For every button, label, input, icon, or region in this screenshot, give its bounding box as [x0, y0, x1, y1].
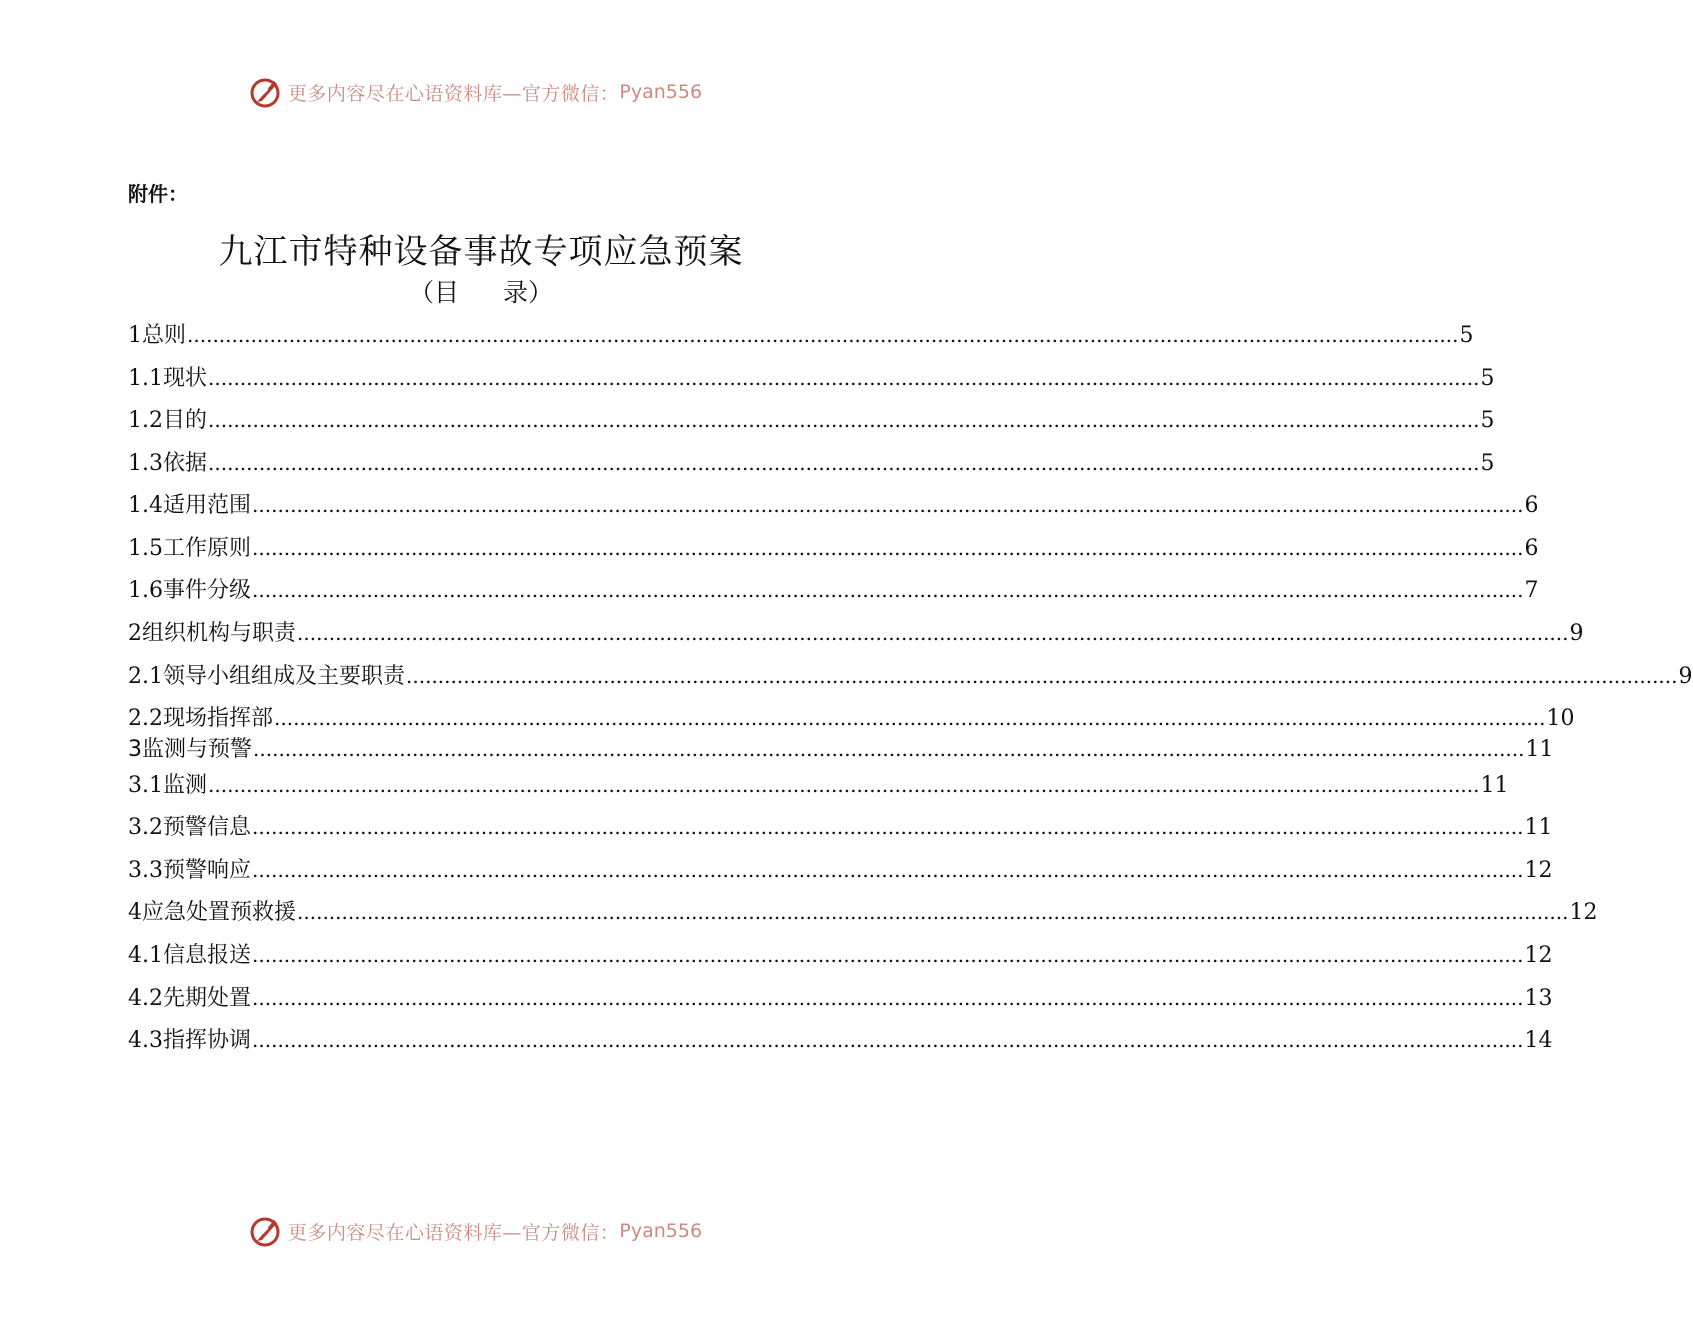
toc-leader-dots: ........................................................................................................................................................................................................ [208, 451, 1480, 475]
toc-leader-dots: ........................................................................................................................................................................................................ [208, 366, 1480, 390]
toc-leader-dots: ........................................................................................................................................................................................................ [297, 900, 1569, 924]
toc-leader-dots: ........................................................................................................................................................................................................ [253, 737, 1525, 761]
toc-entry[interactable] [128, 318, 1474, 348]
toc-entry-page: 6 [1524, 536, 1539, 561]
toc-entry-number: 4.1 [128, 943, 163, 968]
toc-entry-number: 3.2 [128, 815, 163, 840]
toc-entry-number: 1.3 [128, 451, 163, 476]
toc-entry-page: 5 [1480, 451, 1495, 476]
toc-entry-number: 4 [128, 900, 142, 925]
toc-entry[interactable] [128, 403, 1495, 433]
toc-entry-page: 6 [1524, 493, 1539, 518]
toc-entry-number: 1.4 [128, 493, 163, 518]
toc-entry-page: 12 [1569, 900, 1598, 925]
toc-entry[interactable] [128, 1023, 1553, 1053]
toc-entry-page: 9 [1569, 621, 1584, 646]
toc-leader-dots: ........................................................................................................................................................................................................ [274, 706, 1546, 730]
toc-entry-page: 10 [1546, 706, 1575, 731]
toc-entry-label: 适用范围 [163, 493, 252, 518]
toc-leader-dots: ........................................................................................................................................................................................................ [208, 408, 1480, 432]
toc-leader-dots: ........................................................................................................................................................................................................ [208, 773, 1480, 797]
toc-entry-page: 11 [1525, 737, 1554, 762]
toc-leader-dots: ........................................................................................................................................................................................................ [297, 621, 1569, 645]
toc-entry-label: 先期处置 [163, 986, 252, 1011]
toc-entry[interactable] [128, 810, 1553, 840]
toc-entry[interactable] [128, 531, 1539, 561]
toc-leader-dots: ........................................................................................................................................................................................................ [252, 986, 1524, 1010]
document-title: 九江市特种设备事故专项应急预案 [218, 232, 744, 272]
toc-entry-number: 1.1 [128, 366, 163, 391]
toc-entry-page: 12 [1524, 943, 1553, 968]
toc-entry-number: 4.2 [128, 986, 163, 1011]
watermark-id: Pyan556 [619, 1220, 703, 1242]
toc-heading-left: （目 [408, 278, 459, 307]
toc-entry-number: 1.6 [128, 578, 163, 603]
toc-leader-dots: ........................................................................................................................................................................................................ [252, 815, 1524, 839]
toc-heading-right: 录） [503, 278, 554, 307]
toc-entry-label: 组织机构与职责 [142, 621, 297, 646]
toc-entry-number: 1.5 [128, 536, 163, 561]
toc-entry[interactable] [128, 616, 1584, 646]
toc-entry-page: 9 [1678, 664, 1693, 689]
toc-entry[interactable] [128, 938, 1553, 968]
toc-entry[interactable] [128, 573, 1539, 603]
toc-entry-page: 13 [1524, 986, 1553, 1011]
watermark-bottom [0, 1211, 950, 1251]
toc-entry-number: 3.3 [128, 858, 163, 883]
toc-entry[interactable] [128, 768, 1509, 798]
toc-entry-page: 11 [1480, 773, 1509, 798]
watermark-inner [248, 1214, 702, 1248]
toc-entry-label: 现场指挥部 [163, 706, 274, 731]
toc-entry-label: 预警响应 [163, 858, 252, 883]
toc-entry-page: 5 [1480, 366, 1495, 391]
toc-entry-label: 依据 [163, 451, 208, 476]
watermark-top [0, 72, 950, 112]
watermark-id: Pyan556 [619, 81, 703, 103]
toc-entry[interactable] [128, 895, 1598, 925]
quill-logo-icon [248, 1214, 282, 1248]
toc-leader-dots: ........................................................................................................................................................................................................ [252, 536, 1524, 560]
toc-entry-page: 5 [1459, 323, 1474, 348]
toc-entry-page: 12 [1524, 858, 1553, 883]
toc-entry-page: 5 [1480, 408, 1495, 433]
toc-entry-number: 2.1 [128, 664, 163, 689]
watermark-text: 更多内容尽在心语资料库—官方微信： [287, 82, 620, 105]
toc-leader-dots: ........................................................................................................................................................................................................ [252, 1028, 1524, 1052]
toc-leader-dots: ........................................................................................................................................................................................................ [252, 858, 1524, 882]
toc-entry[interactable] [128, 446, 1495, 476]
toc-heading [0, 273, 962, 309]
toc-entry-number: 3.1 [128, 773, 163, 798]
toc-entry-label: 指挥协调 [163, 1028, 252, 1053]
toc-entry[interactable] [128, 701, 1575, 731]
toc-entry-page: 11 [1524, 815, 1553, 840]
toc-leader-dots: ........................................................................................................................................................................................................ [187, 323, 1459, 347]
toc-entry-number: 1 [128, 323, 142, 348]
toc-leader-dots: ........................................................................................................................................................................................................ [252, 493, 1524, 517]
toc-leader-dots: ........................................................................................................................................................................................................ [252, 943, 1524, 967]
quill-logo-icon [248, 75, 282, 109]
toc-entry-label: 监测 [163, 773, 208, 798]
toc-entry-number: 4.3 [128, 1028, 163, 1053]
toc-entry-page: 14 [1524, 1028, 1553, 1053]
toc-entry-label: 目的 [163, 408, 208, 433]
toc-entry[interactable] [128, 853, 1553, 883]
toc-entry[interactable] [128, 361, 1495, 391]
toc-leader-dots: ........................................................................................................................................................................................................ [252, 578, 1524, 602]
toc-entry-label: 应急处置预救援 [142, 900, 297, 925]
attachment-label: 附件： [128, 182, 188, 206]
toc-entry-label: 监测与预警 [142, 737, 253, 762]
toc-entry-page: 7 [1524, 578, 1539, 603]
toc-entry-label: 领导小组组成及主要职责 [163, 664, 406, 689]
toc-entry[interactable] [128, 732, 1554, 762]
toc-entry-label: 现状 [163, 366, 208, 391]
toc-entry[interactable] [128, 981, 1553, 1011]
toc-entry[interactable] [128, 659, 1693, 689]
toc-entry-number: 1.2 [128, 408, 163, 433]
watermark-inner [248, 75, 702, 109]
toc-entry-label: 工作原则 [163, 536, 252, 561]
toc-entry-number: 2.2 [128, 706, 163, 731]
toc-entry-label: 信息报送 [163, 943, 252, 968]
toc-leader-dots: ........................................................................................................................................................................................................ [406, 664, 1678, 688]
toc-entry-number: 2 [128, 621, 142, 646]
toc-entry[interactable] [128, 488, 1539, 518]
toc-entry-number: 3 [128, 737, 142, 762]
toc-entry-label: 预警信息 [163, 815, 252, 840]
watermark-text: 更多内容尽在心语资料库—官方微信： [287, 1221, 620, 1244]
toc-entry-label: 事件分级 [163, 578, 252, 603]
toc-entry-label: 总则 [142, 323, 187, 348]
